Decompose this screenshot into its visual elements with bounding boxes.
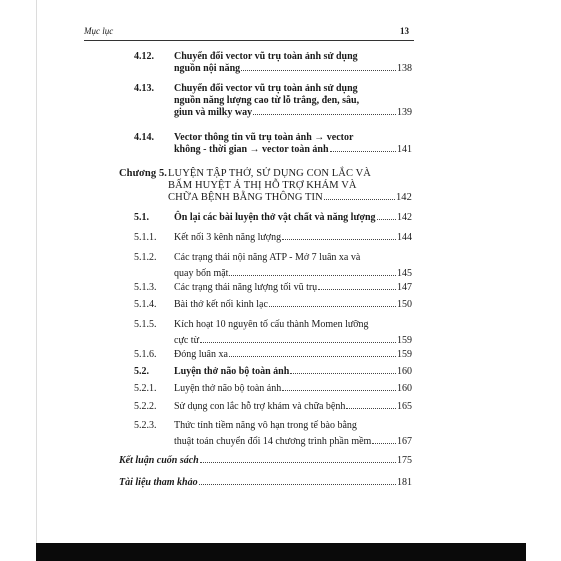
- toc-entry-title: Luyện thở não bộ toàn ảnh: [174, 366, 290, 377]
- toc-entry-number: 4.12.: [134, 51, 154, 62]
- toc-entry-title: không - thời gian → vector toàn ảnh: [174, 144, 329, 155]
- toc-entry-title: Tài liệu tham khảo: [119, 477, 198, 488]
- toc-entry-title: Vector thông tin vũ trụ toàn ảnh → vector: [174, 132, 354, 143]
- toc-entry-number: 5.1.2.: [134, 252, 157, 263]
- dot-leader: [229, 275, 396, 276]
- toc-entry-page: 167: [397, 436, 412, 447]
- toc-entry-page: 144: [397, 232, 412, 243]
- dot-leader: [200, 342, 396, 343]
- toc-entry-title: cực từ: [174, 335, 199, 346]
- toc-entry-title: Luyện thở não bộ toàn ảnh: [174, 383, 282, 394]
- toc-entry-title: Chuyển đổi vector vũ trụ toàn ảnh sử dụng: [174, 83, 358, 94]
- dot-leader: [372, 443, 396, 444]
- toc-entry-title: nguồn nội năng: [174, 63, 241, 74]
- toc-entry-number: 5.1.: [134, 212, 149, 223]
- toc-entry-number: 5.1.3.: [134, 282, 157, 293]
- dot-leader: [377, 219, 396, 220]
- dot-leader: [200, 462, 396, 463]
- dot-leader: [269, 306, 396, 307]
- dot-leader: [330, 151, 396, 152]
- dot-leader: [324, 199, 395, 200]
- running-title: Mục lục: [84, 26, 114, 36]
- toc-entry-page: 160: [397, 366, 412, 377]
- dot-leader: [318, 289, 396, 290]
- toc-entry-page: 159: [397, 349, 412, 360]
- dot-leader: [199, 484, 396, 485]
- toc-entry-number: 5.2.1.: [134, 383, 157, 394]
- toc-entry-page: 150: [397, 299, 412, 310]
- toc-entry-page: 142: [397, 212, 412, 223]
- toc-entry-title: Các trạng thái năng lượng tối vũ trụ: [174, 282, 318, 293]
- toc-entry-page: 165: [397, 401, 412, 412]
- toc-entry-title: Thức tỉnh tiềm năng vô hạn trong tế bào bằng: [174, 420, 357, 431]
- toc-entry-title: Đóng luân xa: [174, 349, 228, 360]
- toc-entry-page: 138: [397, 63, 412, 74]
- toc-entry-number: 4.14.: [134, 132, 154, 143]
- toc-entry-title: CHỮA BỆNH BẰNG THÔNG TIN: [168, 192, 323, 203]
- toc-entry-number: 5.1.4.: [134, 299, 157, 310]
- toc-entry-number: 5.2.2.: [134, 401, 157, 412]
- toc-entry-page: 145: [397, 268, 412, 279]
- toc-entry-title: thuật toán chuyển đổi 14 chương trình phần mềm: [174, 436, 372, 447]
- dot-leader: [253, 114, 396, 115]
- toc-entry-title: quay bốn mặt: [174, 268, 229, 279]
- toc-entry-title: giun và milky way: [174, 107, 253, 118]
- dot-leader: [282, 239, 396, 240]
- toc-entry-page: 141: [397, 144, 412, 155]
- dot-leader: [241, 70, 396, 71]
- toc-entry-number: 5.2.: [134, 366, 149, 377]
- toc-entry-page: 181: [397, 477, 412, 488]
- toc-entry-page: 160: [397, 383, 412, 394]
- toc-entry-page: 139: [397, 107, 412, 118]
- toc-entry-title: Bài thở kết nối kinh lạc: [174, 299, 268, 310]
- toc-entry-number: 4.13.: [134, 83, 154, 94]
- toc-entry-page: 175: [397, 455, 412, 466]
- dot-leader: [282, 390, 396, 391]
- toc-entry-title: BẤM HUYỆT Á THỊ HỖ TRỢ KHÁM VÀ: [168, 180, 357, 191]
- toc-entry-title: Kích hoạt 10 nguyên tố cấu thành Momen lưỡng: [174, 319, 369, 330]
- toc-entry-page: 142: [395, 192, 412, 203]
- toc-entry-title: Kết nối 3 kênh năng lượng: [174, 232, 282, 243]
- toc-entry-page: 159: [397, 335, 412, 346]
- bottom-black-bar: [36, 543, 526, 561]
- toc-entry-number: 5.1.6.: [134, 349, 157, 360]
- toc-entry-title: nguồn năng lượng cao từ lỗ trắng, đen, sâu,: [174, 95, 360, 106]
- toc-entry-number: Chương 5.: [119, 168, 168, 179]
- dot-leader: [346, 408, 396, 409]
- toc-entry-number: 5.1.5.: [134, 319, 157, 330]
- toc-entry-title: LUYỆN TẬP THỞ, SỬ DỤNG CON LẮC VÀ: [168, 168, 371, 179]
- toc-entry-number: 5.1.1.: [134, 232, 157, 243]
- page-number: 13: [400, 26, 409, 36]
- dot-leader: [229, 356, 396, 357]
- toc-entry-number: 5.2.3.: [134, 420, 157, 431]
- toc-entry-title: Kết luận cuốn sách: [119, 455, 199, 466]
- toc-entry-title: Các trạng thái nội năng ATP - Mở 7 luân xa và: [174, 252, 361, 263]
- toc-entry-title: Ôn lại các bài luyện thở vật chất và năng lượng: [174, 212, 376, 223]
- dot-leader: [290, 373, 396, 374]
- toc-entry-title: Chuyển đổi vector vũ trụ toàn ảnh sử dụng: [174, 51, 358, 62]
- toc-entry-title: Sử dụng con lắc hỗ trợ khám và chữa bệnh: [174, 401, 346, 412]
- toc-entry-page: 147: [397, 282, 412, 293]
